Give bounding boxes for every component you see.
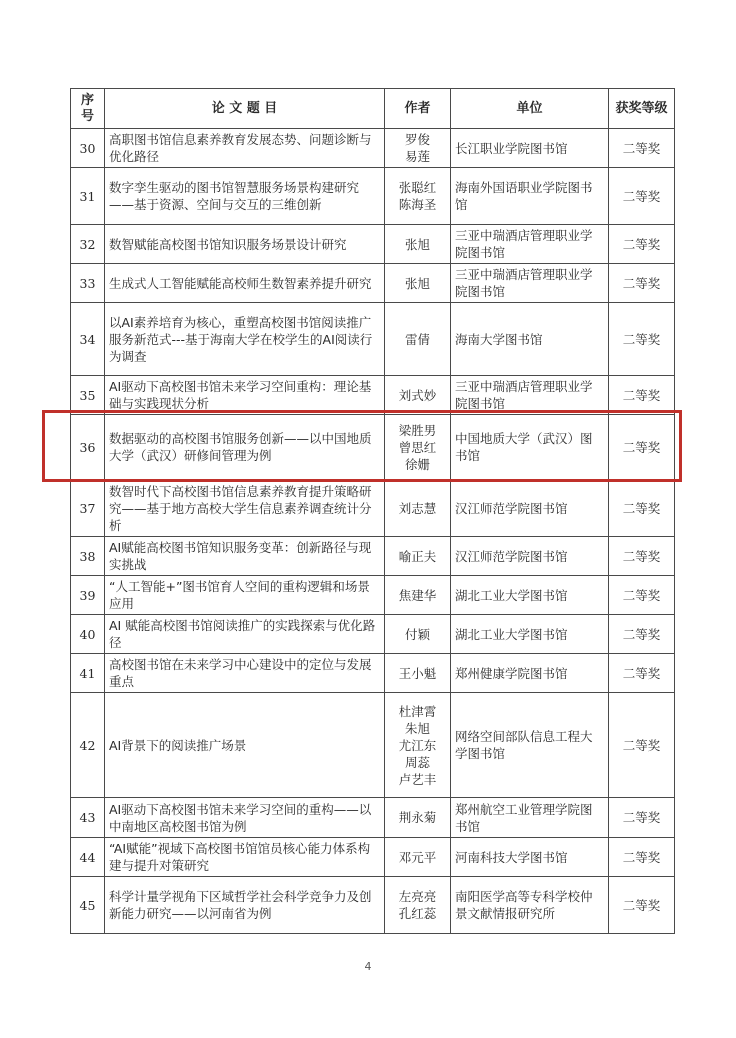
unit-name: 河南科技大学图书馆 xyxy=(451,838,609,877)
author-name: 朱旭 xyxy=(404,720,430,736)
row-number: 44 xyxy=(71,838,105,877)
paper-title: 科学计量学视角下区域哲学社会科学竞争力及创新能力研究——以河南省为例 xyxy=(105,877,385,934)
table-row xyxy=(71,415,675,480)
table-row xyxy=(71,877,675,934)
author-name: 雷倩 xyxy=(404,331,430,347)
author-name: 张旭 xyxy=(404,236,430,252)
unit-name: 汉江师范学院图书馆 xyxy=(451,537,609,576)
author-name: 荆永菊 xyxy=(398,810,437,825)
table-row xyxy=(71,129,675,168)
author-cell xyxy=(385,415,451,480)
author-name: 陈海圣 xyxy=(398,197,437,212)
page-number: 4 xyxy=(364,960,372,973)
author-cell xyxy=(385,877,451,934)
table-row xyxy=(71,693,675,798)
paper-title: 数智赋能高校图书馆知识服务场景设计研究 xyxy=(105,225,385,264)
paper-title: AI驱动下高校图书馆未来学习空间的重构——以中南地区高校图书馆为例 xyxy=(105,798,385,838)
row-number: 35 xyxy=(71,376,105,415)
row-number: 38 xyxy=(71,537,105,576)
paper-title: 高职图书馆信息素养教育发展态势、问题诊断与优化路径 xyxy=(105,129,385,168)
table-row xyxy=(71,654,675,693)
author-name: 卢艺丰 xyxy=(398,771,437,787)
award-level: 二等奖 xyxy=(609,798,675,838)
award-table xyxy=(70,88,675,934)
author-name: 杜津霄 xyxy=(398,703,437,719)
header-author: 作者 xyxy=(385,89,451,129)
row-number: 37 xyxy=(71,480,105,537)
author-name: 邓元平 xyxy=(398,849,437,865)
header-title: 论 文 题 目 xyxy=(105,89,385,129)
award-level: 二等奖 xyxy=(609,480,675,537)
header-unit: 单位 xyxy=(451,89,609,129)
unit-name: 中国地质大学（武汉）图书馆 xyxy=(451,415,609,480)
row-number: 40 xyxy=(71,615,105,654)
author-cell xyxy=(385,480,451,537)
row-number: 36 xyxy=(71,415,105,480)
award-level: 二等奖 xyxy=(609,877,675,934)
table-row xyxy=(71,264,675,303)
award-level: 二等奖 xyxy=(609,838,675,877)
award-level: 二等奖 xyxy=(609,303,675,376)
table-row xyxy=(71,168,675,225)
author-cell xyxy=(385,129,451,168)
author-cell xyxy=(385,225,451,264)
author-name: 焦建华 xyxy=(398,587,437,603)
header-no: 序号 xyxy=(71,89,105,129)
author-name: 张旭 xyxy=(404,275,430,291)
author-name: 刘志慧 xyxy=(398,500,437,516)
author-name: 付颖 xyxy=(404,626,430,642)
award-level: 二等奖 xyxy=(609,225,675,264)
award-level: 二等奖 xyxy=(609,264,675,303)
author-cell xyxy=(385,693,451,798)
paper-title: AI 赋能高校图书馆阅读推广的实践探索与优化路径 xyxy=(105,615,385,654)
unit-name: 南阳医学高等专科学校仲景文献情报研究所 xyxy=(451,877,609,934)
award-level: 二等奖 xyxy=(609,654,675,693)
table-row xyxy=(71,838,675,877)
row-number: 45 xyxy=(71,877,105,934)
unit-name: 湖北工业大学图书馆 xyxy=(451,615,609,654)
table-row xyxy=(71,480,675,537)
award-level: 二等奖 xyxy=(609,537,675,576)
row-number: 42 xyxy=(71,693,105,798)
author-name: 刘式妙 xyxy=(398,387,437,403)
unit-name: 海南大学图书馆 xyxy=(451,303,609,376)
author-name: 徐姗 xyxy=(404,456,430,472)
header-award: 获奖等级 xyxy=(609,89,675,129)
table-row xyxy=(71,225,675,264)
row-number: 33 xyxy=(71,264,105,303)
author-name: 左亮亮 xyxy=(398,889,437,904)
award-level: 二等奖 xyxy=(609,129,675,168)
award-level: 二等奖 xyxy=(609,576,675,615)
table-row xyxy=(71,537,675,576)
table-row xyxy=(71,615,675,654)
row-number: 32 xyxy=(71,225,105,264)
author-cell xyxy=(385,798,451,838)
unit-name: 湖北工业大学图书馆 xyxy=(451,576,609,615)
row-number: 31 xyxy=(71,168,105,225)
paper-title: 高校图书馆在未来学习中心建设中的定位与发展重点 xyxy=(105,654,385,693)
paper-title: 以AI素养培育为核心，重塑高校图书馆阅读推广服务新范式---基于海南大学在校学生的AI阅读行为调查 xyxy=(105,303,385,376)
paper-title: 数据驱动的高校图书馆服务创新——以中国地质大学（武汉）研修间管理为例 xyxy=(105,415,385,480)
table-row xyxy=(71,376,675,415)
unit-name: 郑州航空工业管理学院图书馆 xyxy=(451,798,609,838)
paper-title: “人工智能+”图书馆育人空间的重构逻辑和场景应用 xyxy=(105,576,385,615)
row-number: 41 xyxy=(71,654,105,693)
unit-name: 海南外国语职业学院图书馆 xyxy=(451,168,609,225)
unit-name: 三亚中瑞酒店管理职业学院图书馆 xyxy=(451,264,609,303)
table-row xyxy=(71,798,675,838)
unit-name: 三亚中瑞酒店管理职业学院图书馆 xyxy=(451,376,609,415)
row-number: 34 xyxy=(71,303,105,376)
paper-title: AI赋能高校图书馆知识服务变革：创新路径与现实挑战 xyxy=(105,537,385,576)
award-level: 二等奖 xyxy=(609,615,675,654)
unit-name: 汉江师范学院图书馆 xyxy=(451,480,609,537)
award-level: 二等奖 xyxy=(609,415,675,480)
unit-name: 三亚中瑞酒店管理职业学院图书馆 xyxy=(451,225,609,264)
row-number: 39 xyxy=(71,576,105,615)
author-name: 易莲 xyxy=(404,149,430,164)
author-name: 梁胜男 xyxy=(398,422,437,438)
award-level: 二等奖 xyxy=(609,693,675,798)
row-number: 43 xyxy=(71,798,105,838)
author-name: 周蕊 xyxy=(404,754,430,770)
row-number: 30 xyxy=(71,129,105,168)
table-row xyxy=(71,576,675,615)
paper-title: AI背景下的阅读推广场景 xyxy=(105,693,385,798)
paper-title: 生成式人工智能赋能高校师生数智素养提升研究 xyxy=(105,264,385,303)
author-cell xyxy=(385,537,451,576)
author-name: 孔红蕊 xyxy=(398,906,437,921)
paper-title: “AI赋能”视域下高校图书馆馆员核心能力体系构建与提升对策研究 xyxy=(105,838,385,877)
author-cell xyxy=(385,303,451,376)
table-body xyxy=(71,129,675,934)
author-cell xyxy=(385,376,451,415)
author-cell xyxy=(385,264,451,303)
author-name: 喻正夫 xyxy=(398,548,437,564)
author-cell xyxy=(385,168,451,225)
paper-title: AI驱动下高校图书馆未来学习空间重构：理论基础与实践现状分析 xyxy=(105,376,385,415)
author-cell xyxy=(385,654,451,693)
author-name: 王小魁 xyxy=(398,665,437,681)
paper-title: 数字孪生驱动的图书馆智慧服务场景构建研究——基于资源、空间与交互的三维创新 xyxy=(105,168,385,225)
author-cell xyxy=(385,615,451,654)
author-cell xyxy=(385,838,451,877)
author-name: 曾思红 xyxy=(398,439,437,455)
unit-name: 长江职业学院图书馆 xyxy=(451,129,609,168)
unit-name: 郑州健康学院图书馆 xyxy=(451,654,609,693)
award-level: 二等奖 xyxy=(609,376,675,415)
author-name: 尤江东 xyxy=(398,737,437,753)
author-cell xyxy=(385,576,451,615)
paper-title: 数智时代下高校图书馆信息素养教育提升策略研究——基于地方高校大学生信息素养调查统计分析 xyxy=(105,480,385,537)
award-level: 二等奖 xyxy=(609,168,675,225)
author-name: 罗俊 xyxy=(404,132,430,147)
unit-name: 网络空间部队信息工程大学图书馆 xyxy=(451,693,609,798)
table-row xyxy=(71,303,675,376)
table-header-row xyxy=(71,89,675,129)
author-name: 张聪红 xyxy=(398,180,437,195)
